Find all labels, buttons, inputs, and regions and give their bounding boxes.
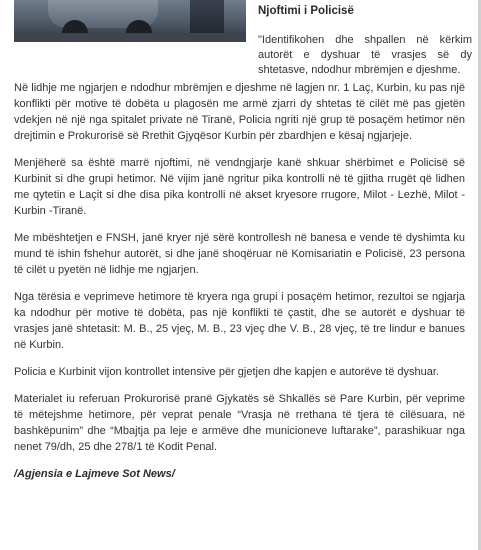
article-body — [14, 80, 465, 493]
paragraph-searches: Me mbështetjen e FNSH, janë kryer një sërë kontrollesh në banesa e vende të dyshimta ku mund të ishin fshehur autorët, si dhe janë shoqëruar në Komisariatin e Policisë, 23 persona të cilët u pyetën në lidhje me ngjarjen. — [14, 232, 465, 276]
news-agency-signature: /Agjensia e Lajmeve Sot News/ — [14, 468, 175, 480]
paragraph-prosecution: Materialet iu referuan Prokurorisë pranë Gjykatës së Shkallës së Pare Kurbin, për veprime të mëtejshme hetimore, për veprat penale “Vrasja në rrethana të tjera të cilësuara, në bashkëpunim” dhe “Mbajtja pa leje e armëve dhe municioneve luftarake”, parashikuar nga nenet 79/dh, 25 dhe 278/1 të Kodit Penal. — [14, 393, 465, 453]
photo-ground — [14, 33, 246, 42]
paragraph-incident: Në lidhje me ngjarjen e ndodhur mbrëmjen e djeshme në lagjen nr. 1 Laç, Kurbin, ku pas një konflikti për motive të dobëta u plagosën me armë zjarri dy shtetas të cilët më pas gjetën vdekjen në një nga spitalet private në Tiranë, Policia ngriti një grup të posaçëm hetimor nën drejtimin e Prokurorisë së Rrethit Gjyqësor Kurbin për zbardhjen e kësaj ngjarjeje. — [14, 82, 465, 142]
lead-paragraph: "Identifikohen dhe shpallen në kërkim autorët e dyshuar të vrasjes së dy shtetasve, ndodhur mbrëmjen e djeshme. — [258, 34, 472, 76]
article-photo — [14, 0, 246, 42]
paragraph-suspects: Nga tërësia e veprimeve hetimore të kryera nga grupi i posaçëm hetimor, rezultoi se ngjarja ka ndodhur për motive të dobëta, pas një konflikti të çastit, dhe se autorët e dyshuar të vrasjes janë shtetasit: M. B., 25 vjeç, M. B., 23 vjeç dhe V. B., 28 vjeç, të tre lindur e banues në Kurbin. — [14, 291, 465, 351]
paragraph-ongoing-search: Policia e Kurbinit vijon kontrollet intensive për gjetjen dhe kapjen e autorëve të dyshuar. — [14, 366, 439, 378]
paragraph-checkpoints: Menjëherë sa është marrë njoftimi, në vendngjarje kanë shkuar shërbimet e Policisë së Kurbinit si dhe grupi hetimor. Në vijim janë ngritur pika kontrolli në të gjitha rrugët që lidhen me qytetin e Laçit si dhe disa pika kontrolli në akset kryesore rrugore, Milot - Lezhë, Milot -Kurbin -Tiranë. — [14, 157, 465, 217]
source-heading: Njoftimi i Policisë — [258, 5, 354, 17]
